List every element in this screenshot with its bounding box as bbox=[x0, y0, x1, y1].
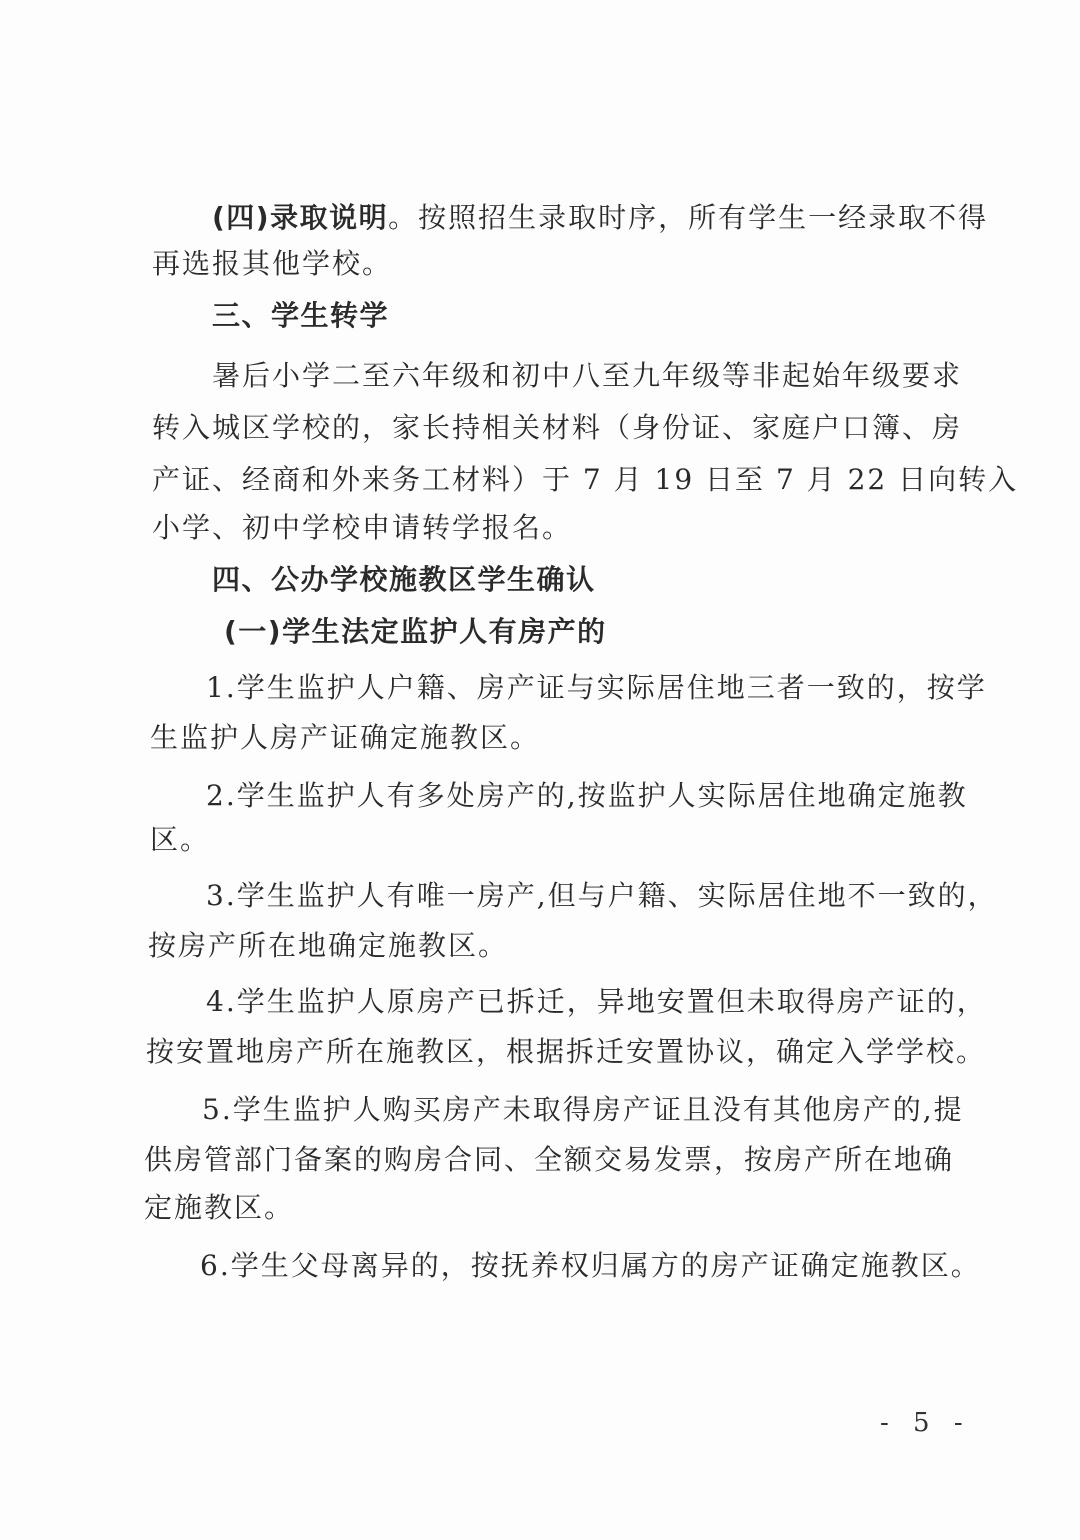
heading-student-transfer: 三、学生转学 bbox=[212, 299, 390, 332]
transfer-paragraph-line-1: 暑后小学二至六年级和初中八至九年级等非起始年级要求 bbox=[212, 359, 963, 392]
item-4-line-2: 按安置地房产所在施教区，根据拆迁安置协议，确定入学学校。 bbox=[146, 1035, 987, 1068]
transfer-paragraph-line-2: 转入城区学校的，家长持相关材料（身份证、家庭户口簿、房 bbox=[152, 411, 963, 444]
page-number: - 5 - bbox=[880, 1408, 971, 1438]
item-2-line-1: 2.学生监护人有多处房产的,按监护人实际居住地确定施教 bbox=[206, 779, 968, 812]
item-4-line-1: 4.学生监护人原房产已拆迁，异地安置但未取得房产证的， bbox=[206, 985, 987, 1018]
section-4-text: 。按照招生录取时序，所有学生一经录取不得 bbox=[388, 201, 989, 234]
item-5-line-1: 5.学生监护人购买房产未取得房产证且没有其他房产的,提 bbox=[202, 1093, 964, 1126]
section-4-title: (四)录取说明 bbox=[212, 201, 389, 234]
section-4-line-1 bbox=[212, 198, 988, 238]
transfer-paragraph-line-4: 小学、初中学校申请转学报名。 bbox=[152, 511, 573, 544]
transfer-paragraph-line-3: 产证、经商和外来务工材料）于 7 月 19 日至 7 月 22 日向转入 bbox=[152, 463, 1019, 496]
item-3-line-2: 按房产所在地确定施教区。 bbox=[148, 929, 509, 962]
item-5-line-3: 定施教区。 bbox=[144, 1191, 295, 1224]
item-5-line-2: 供房管部门备案的购房合同、全额交易发票，按房产所在地确 bbox=[144, 1143, 955, 1176]
heading-school-district: 四、公办学校施教区学生确认 bbox=[212, 563, 596, 596]
section-4-line-2: 再选报其他学校。 bbox=[152, 247, 393, 280]
item-6-line-1: 6.学生父母离异的，按抚养权归属方的房产证确定施教区。 bbox=[200, 1249, 981, 1282]
item-2-line-2: 区。 bbox=[150, 823, 211, 856]
item-1-line-1: 1.学生监护人户籍、房产证与实际居住地三者一致的，按学 bbox=[206, 671, 987, 704]
subheading-guardian-property: (一)学生法定监护人有房产的 bbox=[224, 615, 607, 648]
item-1-line-2: 生监护人房产证确定施教区。 bbox=[150, 721, 541, 754]
item-3-line-1: 3.学生监护人有唯一房产,但与户籍、实际居住地不一致的， bbox=[206, 879, 998, 912]
